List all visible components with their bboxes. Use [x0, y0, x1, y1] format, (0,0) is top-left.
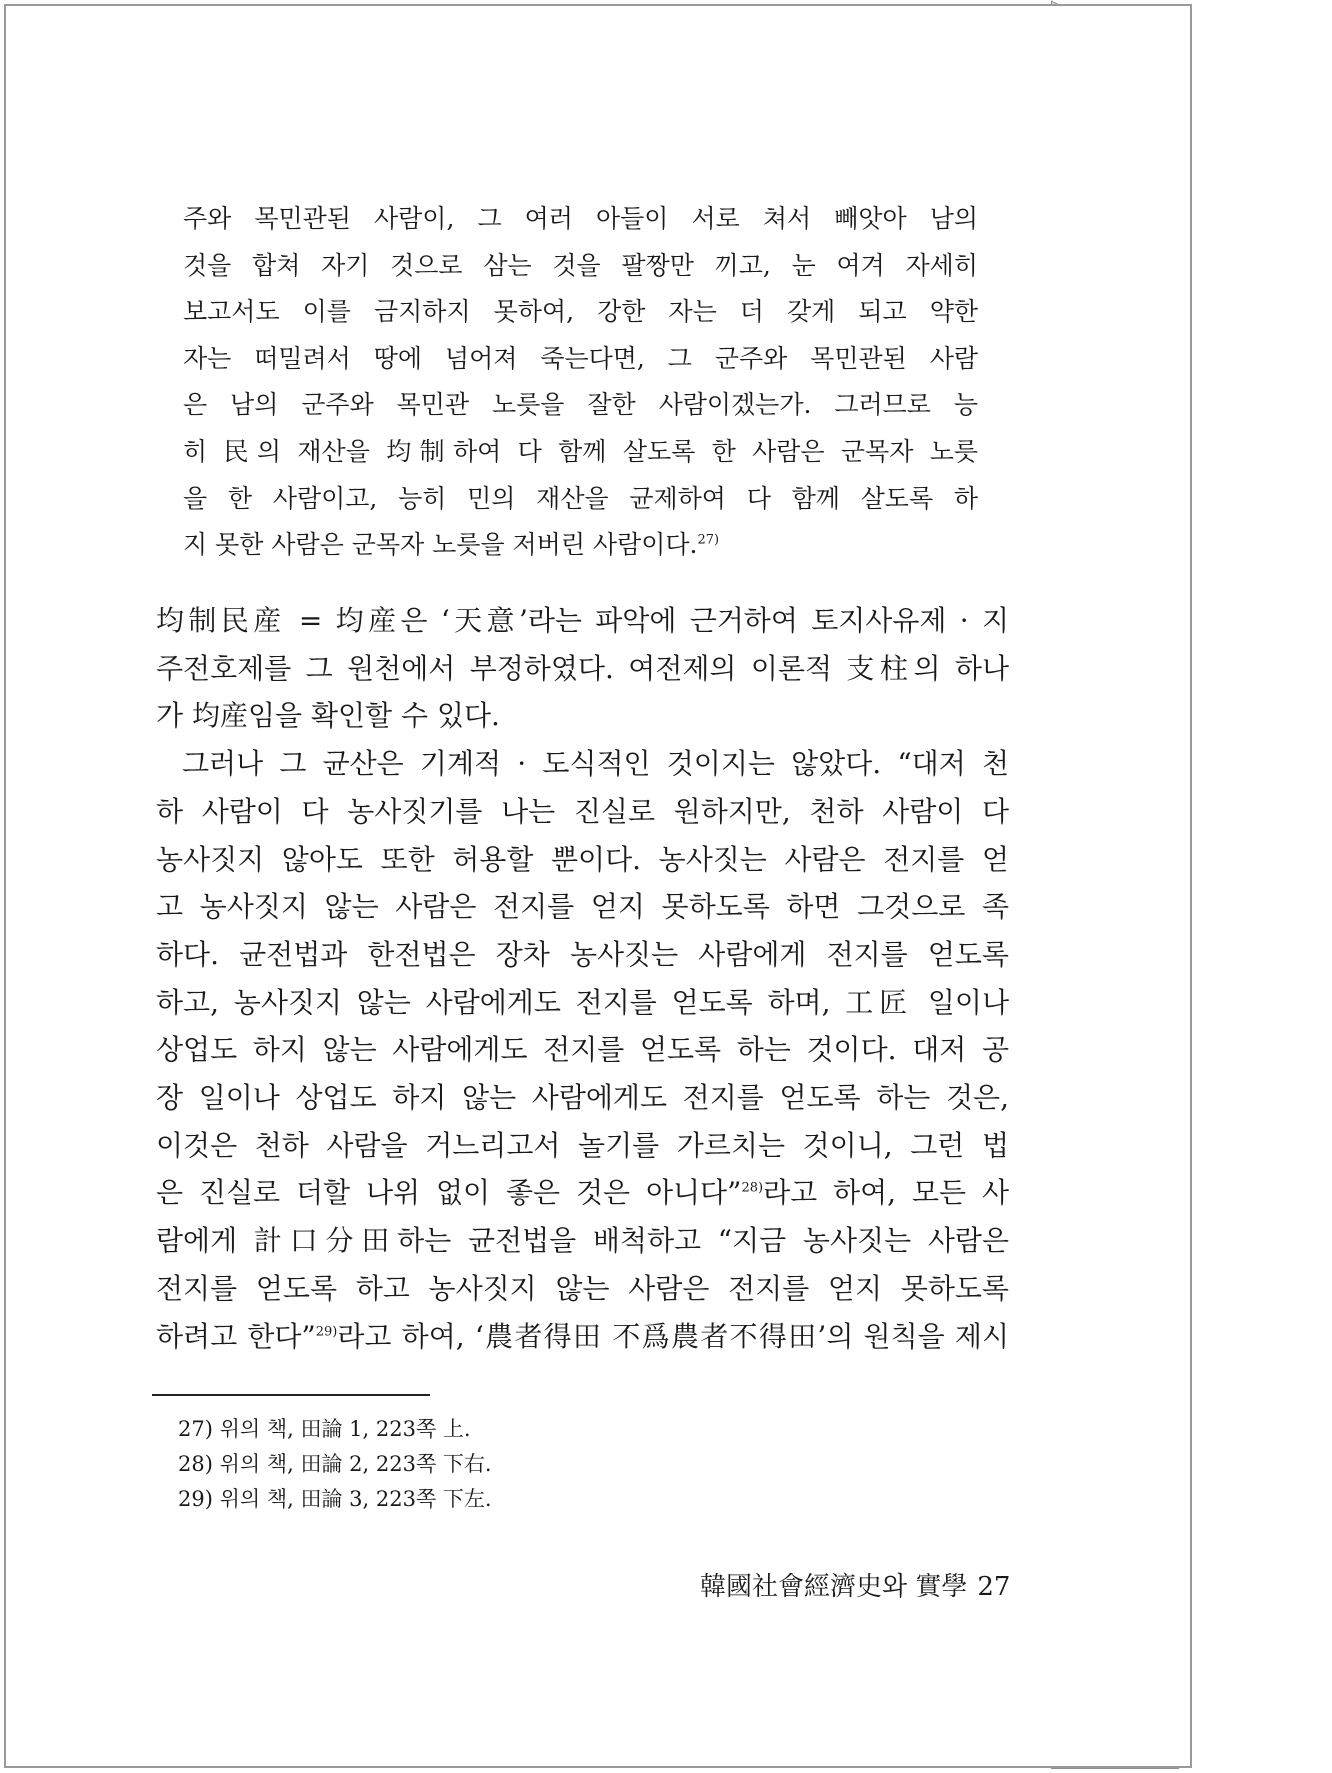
- quote-line-text: 지 못한 사람은 군목자 노릇을 저버린 사람이다.: [183, 530, 698, 560]
- body-line: 상업도 하지 않는 사람에게도 전지를 얻도록 하는 것이다. 대저 공: [156, 1033, 1009, 1067]
- body-line: 람에게 計口分田하는 균전법을 배척하고 “지금 농사짓는 사람은: [156, 1224, 1009, 1258]
- body-line-with-ref: [156, 1169, 1009, 1217]
- page-number: 27: [977, 1572, 1011, 1602]
- body-line-part: 라고 하여, 모든 사: [763, 1176, 1009, 1210]
- body-line: 이것은 천하 사람을 거느리고서 놀기를 가르치는 것이니, 그런 법: [156, 1128, 1009, 1162]
- quote-line: 보고서도 이를 금지하지 못하여, 강한 자는 더 갖게 되고 약한: [183, 297, 978, 327]
- quote-line-last: [183, 522, 978, 569]
- body-line-part: 은 진실로 더할 나위 없이 좋은 것은 아니다”: [156, 1176, 742, 1210]
- footnotes: [178, 1412, 778, 1517]
- paragraph-1: [156, 597, 1009, 740]
- paragraph-2: [156, 740, 1009, 1360]
- footnote-ref-27: 27): [697, 532, 720, 548]
- body-line-part: 라고 하여, ‘農者得田 不爲農者不得田’의 원칙을 제시: [337, 1319, 1009, 1353]
- quote-line: 주와 목민관된 사람이, 그 여러 아들이 서로 쳐서 빼앗아 남의: [183, 204, 978, 233]
- body-line: 가 均産임을 확인할 수 있다.: [156, 699, 500, 733]
- body-line: 주전호제를 그 원천에서 부정하였다. 여전제의 이론적 支柱의 하나: [156, 651, 1009, 685]
- quote-line: 것을 합쳐 자기 것으로 삼는 것을 팔짱만 끼고, 눈 여겨 자세히: [183, 250, 978, 280]
- body-line: 하 사람이 다 농사짓기를 나는 진실로 원하지만, 천하 사람이 다: [156, 794, 1009, 828]
- body-line: 그러나 그 균산은 기계적 · 도식적인 것이지는 않았다. “대저 천: [182, 747, 1009, 781]
- footnote-ref-29: 29): [315, 1324, 338, 1340]
- body-line: 고 농사짓지 않는 사람은 전지를 얻지 못하도록 하면 그것으로 족: [156, 890, 1009, 924]
- body-line: 均制民産 = 均産은 ‘天意’라는 파악에 근거하여 토지사유제 · 지: [156, 604, 1009, 637]
- footnote-ref-28: 28): [741, 1181, 764, 1197]
- footnote-divider: [152, 1394, 430, 1396]
- block-quote: [183, 196, 978, 569]
- quote-line: 을 한 사람이고, 능히 민의 재산을 균제하여 다 함께 살도록 하: [183, 483, 978, 513]
- footnote-29: 29) 위의 책, 田論 3, 223쪽 下左.: [178, 1487, 492, 1511]
- body-line: 전지를 얻도록 하고 농사짓지 않는 사람은 전지를 얻지 못하도록: [156, 1271, 1009, 1305]
- body-line: 하고, 농사짓지 않는 사람에게도 전지를 얻도록 하며, 工匠 일이나: [156, 985, 1009, 1019]
- body-line: 장 일이나 상업도 하지 않는 사람에게도 전지를 얻도록 하는 것은,: [156, 1081, 1009, 1115]
- running-title: 韓國社會經濟史와 實學: [700, 1572, 968, 1602]
- footnote-28: 28) 위의 책, 田論 2, 223쪽 下右.: [178, 1452, 492, 1476]
- body-line: 하다. 균전법과 한전법은 장차 농사짓는 사람에게 전지를 얻도록: [156, 937, 1009, 971]
- footnote-27: 27) 위의 책, 田論 1, 223쪽 上.: [178, 1417, 471, 1441]
- quote-line: 자는 떠밀려서 땅에 넘어져 죽는다면, 그 군주와 목민관된 사람: [183, 343, 978, 373]
- quote-line: 히 民의 재산을 均制하여 다 함께 살도록 한 사람은 군목자 노릇: [183, 436, 978, 466]
- body-text: [156, 597, 1009, 1360]
- body-line-with-ref: [156, 1313, 1009, 1361]
- body-line: 농사짓지 않아도 또한 허용할 뿐이다. 농사짓는 사람은 전지를 얻: [156, 842, 1009, 876]
- running-footer: [700, 1566, 1011, 1603]
- body-line-part: 하려고 한다”: [156, 1319, 316, 1353]
- quote-line: 은 남의 군주와 목민관 노릇을 잘한 사람이겠는가. 그러므로 능: [183, 390, 978, 420]
